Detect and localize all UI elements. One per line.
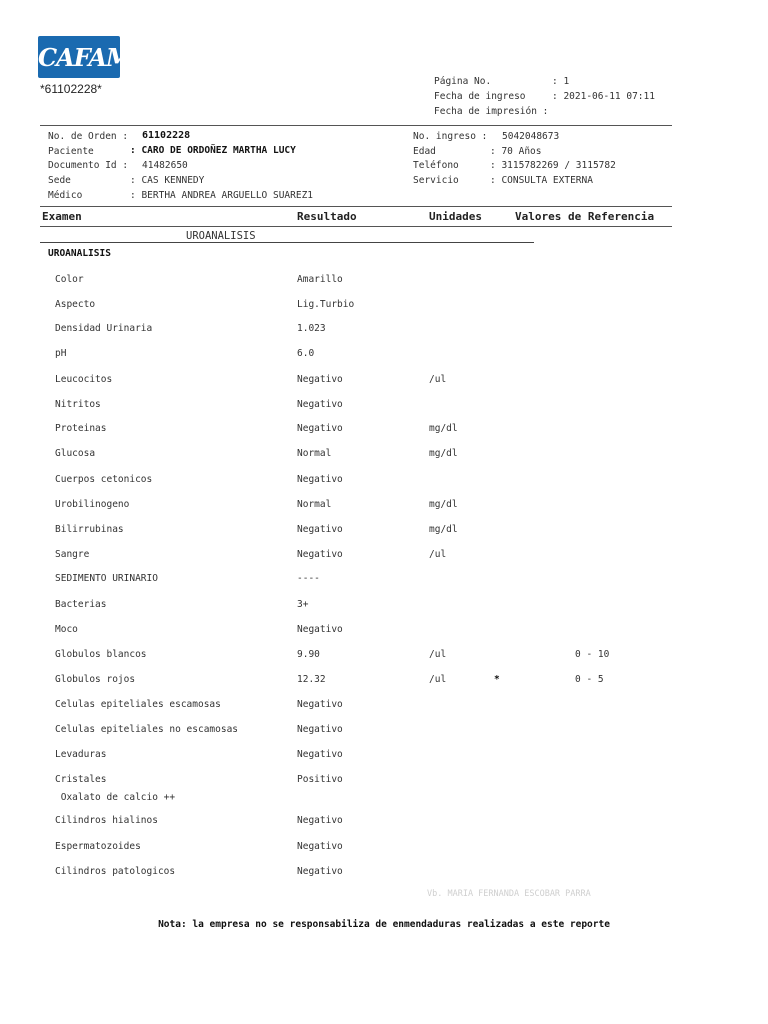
exam-unit: /ul [429, 674, 447, 685]
exam-name: Proteinas [55, 423, 107, 434]
fecha-impresion-label: Fecha de impresión : [434, 106, 549, 117]
fecha-ingreso-value: : 2021-06-11 07:11 [552, 91, 655, 102]
exam-result: 1.023 [297, 323, 326, 334]
exam-result: 12.32 [297, 674, 326, 685]
exam-result: Negativo [297, 841, 343, 852]
sede-label: Sede [48, 175, 71, 186]
telefono-label: Teléfono [413, 160, 459, 171]
exam-name: Cristales [55, 774, 107, 785]
paciente-label: Paciente [48, 146, 94, 157]
exam-name: Densidad Urinaria [55, 323, 153, 334]
divider-header-bottom [40, 226, 672, 227]
exam-name: Color [55, 274, 84, 285]
exam-name: Moco [55, 624, 78, 635]
medico-label: Médico [48, 190, 83, 201]
exam-result: Negativo [297, 815, 343, 826]
exam-result: Negativo [297, 749, 343, 760]
documento-label: Documento Id : [48, 160, 129, 171]
exam-name: Glucosa [55, 448, 96, 459]
exam-name: Sangre [55, 549, 90, 560]
exam-unit: mg/dl [429, 448, 458, 459]
servicio-value: : CONSULTA EXTERNA [490, 175, 593, 186]
exam-result: Lig.Turbio [297, 299, 355, 310]
exam-unit: /ul [429, 374, 447, 385]
orden-value: 61102228 [142, 130, 191, 141]
exam-unit: mg/dl [429, 423, 458, 434]
exam-result: Negativo [297, 866, 343, 877]
exam-result: 6.0 [297, 348, 315, 359]
exam-name: Espermatozoides [55, 841, 141, 852]
exam-name: Celulas epiteliales no escamosas [55, 724, 239, 735]
exam-result: 9.90 [297, 649, 320, 660]
cafam-logo [38, 36, 132, 78]
exam-name: Bacterias [55, 599, 107, 610]
exam-result: ---- [297, 573, 320, 584]
disclaimer-note: Nota: la empresa no se responsabiliza de enmendaduras realizadas a este reporte [158, 919, 610, 930]
section-underline [40, 242, 534, 243]
header-resultado: Resultado [297, 210, 357, 223]
barcode-text: *61102228* [40, 82, 102, 96]
exam-name: Globulos blancos [55, 649, 147, 660]
exam-reference: 0 - 5 [575, 674, 604, 685]
exam-name: Nitritos [55, 399, 101, 410]
ingreso-value: 5042048673 [502, 131, 560, 142]
exam-flag: * [494, 674, 500, 685]
exam-reference: 0 - 10 [575, 649, 610, 660]
exam-name: SEDIMENTO URINARIO [55, 573, 158, 584]
telefono-value: : 3115782269 / 3115782 [490, 160, 616, 171]
exam-name: Urobilinogeno [55, 499, 130, 510]
exam-unit: mg/dl [429, 499, 458, 510]
logo-text: CAFAM [38, 43, 132, 72]
paciente-value: : CARO DE ORDOÑEZ MARTHA LUCY [130, 145, 296, 156]
exam-result: Negativo [297, 399, 343, 410]
exam-result: Normal [297, 448, 332, 459]
signature: Vb. MARIA FERNANDA ESCOBAR PARRA [427, 889, 591, 899]
servicio-label: Servicio [413, 175, 459, 186]
exam-result: Negativo [297, 624, 343, 635]
exam-result: Negativo [297, 549, 343, 560]
exam-name: Cilindros patologicos [55, 866, 176, 877]
exam-name: Levaduras [55, 749, 107, 760]
exam-result: 3+ [297, 599, 309, 610]
divider-top [40, 125, 672, 126]
exam-result: Negativo [297, 724, 343, 735]
header-unidades: Unidades [429, 210, 482, 223]
group-title: UROANALISIS [48, 248, 111, 259]
exam-result: Negativo [297, 474, 343, 485]
orden-label: No. de Orden : [48, 131, 129, 142]
exam-unit: /ul [429, 649, 447, 660]
exam-name: Globulos rojos [55, 674, 136, 685]
divider-header-top [40, 206, 672, 207]
exam-name: Leucocitos [55, 374, 113, 385]
pagina-label: Página No. [434, 76, 492, 87]
ingreso-label: No. ingreso : [413, 131, 488, 142]
exam-result: Normal [297, 499, 332, 510]
header-examen: Examen [42, 210, 82, 223]
exam-name: Celulas epiteliales escamosas [55, 699, 221, 710]
exam-name: Cuerpos cetonicos [55, 474, 153, 485]
sede-value: : CAS KENNEDY [130, 175, 205, 186]
edad-value: : 70 Años [490, 146, 542, 157]
exam-unit: mg/dl [429, 524, 458, 535]
section-title: UROANALISIS [186, 230, 256, 242]
exam-name: pH [55, 348, 67, 359]
medico-value: : BERTHA ANDREA ARGUELLO SUAREZ1 [130, 190, 314, 201]
exam-name: Aspecto [55, 299, 96, 310]
exam-result: Positivo [297, 774, 343, 785]
exam-result: Amarillo [297, 274, 343, 285]
edad-label: Edad [413, 146, 436, 157]
fecha-ingreso-label: Fecha de ingreso [434, 91, 526, 102]
documento-value: 41482650 [142, 160, 188, 171]
header-referencia: Valores de Referencia [515, 210, 655, 223]
pagina-value: : 1 [552, 76, 570, 87]
exam-result: Negativo [297, 699, 343, 710]
exam-unit: /ul [429, 549, 447, 560]
exam-name: Cilindros hialinos [55, 815, 158, 826]
exam-result: Negativo [297, 524, 343, 535]
exam-name: Bilirrubinas [55, 524, 124, 535]
exam-result: Negativo [297, 374, 343, 385]
exam-result: Negativo [297, 423, 343, 434]
exam-name: Oxalato de calcio ++ [55, 792, 176, 803]
